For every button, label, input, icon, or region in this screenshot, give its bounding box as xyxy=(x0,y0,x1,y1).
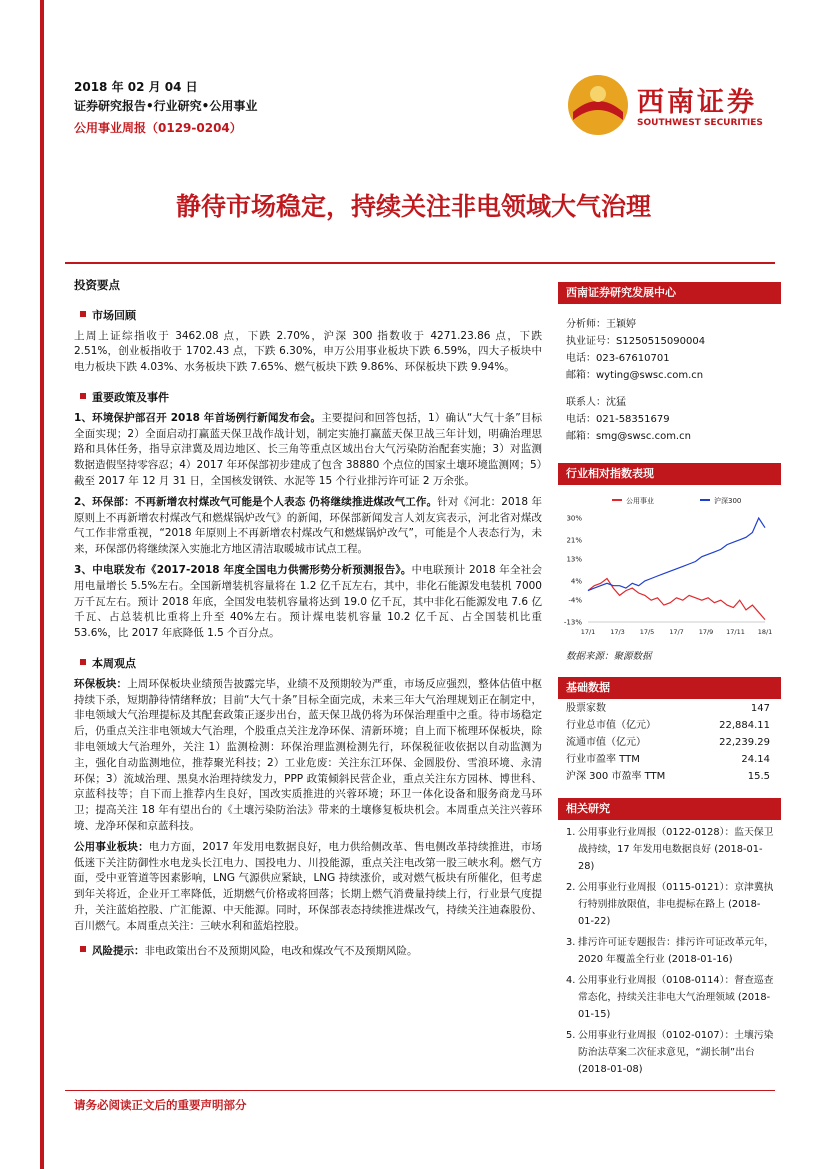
report-type: 证券研究报告•行业研究•公用事业 xyxy=(74,99,258,113)
report-date: 2018 年 02 月 04 日 xyxy=(74,80,198,94)
x-tick-label: 17/11 xyxy=(726,628,745,636)
risk-note: 风险提示：非电政策出台不及预期风险，电改和煤改气不及预期风险。 xyxy=(74,944,542,960)
basic-row: 沪深 300 市盈率 TTM 15.5 xyxy=(566,771,770,782)
x-tick-label: 17/5 xyxy=(639,628,655,636)
policy-item: 1、环境保护部召开 2018 年首场例行新闻发布会。主要提问和回答包括，1）确认“大气十条”目标全面实现；2）全面启动打赢蓝天保卫战作战计划，制定实施打赢蓝天保卫战三年计划，明确治理思路和具体任务，指导京津冀及周边地区、长三角等重点区域出台大气污染防治配套实施；3）对监测数据造假坚持零容忍；4）2017 年环保部初步建成了包含 38880 个点位的国家土壤环境监测网；5）截至 2017 年 12 月 31 日，全国核发钢铁、水泥等 15 个行业排污许可证 2 万余张。 xyxy=(74,411,543,487)
related-item[interactable]: 3. 排污许可证专题报告：排污许可证改革元年，2020 年覆盖全行业 (2018-01-16) xyxy=(566,937,774,965)
index-chart-header: 行业相对指数表现 xyxy=(558,463,781,485)
env-view: 环保板块：上周环保板块业绩预告披露完毕，业绩不及预期较为严重，市场反应强烈，整体估值中枢持续下杀，短期静待情绪释放；目前“大气十条”目标全面完成，未来三年大气治理规划正在制定中，非电领域大气治理提标及其配套政策正逐步出台，蓝天保卫战仍将为环保治理重中之重。待市场稳定后，仍重点关注非电领域大气治理，个股重点关注龙净环保、清新环境；自上而下梳理环保板块，除非电领域大气治理外，关注 1）监测检测：环保治理监测检测先行，环保税征收依据以自动监测为主，强化自动监测地位，推荐聚光科技；2）工业危废：关注东江环保、金圆股份、雪浪环境、永清环保；3）流域治理、黑臭水治理持续发力，PPP 政策倾斜民营企业，重点关注东方园林、博世科、京蓝科技等；自下而上推荐内生良好，国改实质推进的兴蓉环境；环卫一体化设备和服务商龙马环卫；提高关注 18 年有望出台的《土壤污染防治法》带来的土壤修复板块机会。本周重点关注兴蓉环境、龙净环保和京蓝科技。 xyxy=(74,677,543,832)
policy-heading: 重要政策及事件 xyxy=(80,390,542,406)
related-item[interactable]: 1. 公用事业行业周报（0122-0128）：监天保卫战持续，17 年发用电数据良好 (2018-01-28) xyxy=(566,827,774,872)
title-divider xyxy=(65,262,775,264)
investment-heading: 投资要点 xyxy=(74,278,120,292)
x-tick-label: 17/9 xyxy=(698,628,714,636)
analyst-name: 分析师：王颖婷 xyxy=(566,319,636,330)
policy-item: 3、中电联发布《2017-2018 年度全国电力供需形势分析预测报告》。中电联预计 2018 年全社会用电量增长 5.5%左右。全国新增装机容量将在 1.2 亿千瓦左右，其中，非化石能源发电装机 7000 万千瓦左右。预计 2018 年底，全国发电装机容量将达到 19.0 亿千瓦，其中非化石能源发电 7.6 亿千瓦、占总装机比重将上升至 40%左右。预计煤电装机容量 10.2 亿千瓦、占全国装机比重 53.6%，比 2017 年底降低 1.5 个百分点。 xyxy=(74,563,542,640)
bullet-square-icon xyxy=(80,311,86,317)
basic-row: 行业市盈率 TTM 24.14 xyxy=(566,754,770,765)
basic-data-table xyxy=(566,700,770,785)
market-review-text: 上周上证综指收于 3462.08 点，下跌 2.70%，沪深 300 指数收于 4271.23.86 点，下跌 2.51%，创业板指收于 1702.43 点，下跌 6.30%，申万公用事业板块下跌 6.59%，四大子板块中电力板块下跌 4.03%、水务板块下跌 7.65%、燃气板块下跌 9.86%、环保板块下跌 9.94%。 xyxy=(74,329,542,374)
logo-en-text: SOUTHWEST SECURITIES xyxy=(637,118,763,128)
relative-index-chart xyxy=(560,490,773,640)
data-source: 数据来源：聚源数据 xyxy=(566,651,652,662)
view-heading: 本周观点 xyxy=(80,656,542,672)
related-research-header: 相关研究 xyxy=(558,798,781,820)
analyst-contacts xyxy=(566,316,705,445)
market-review-heading: 市场回顾 xyxy=(80,308,542,324)
footer-divider xyxy=(65,1090,775,1091)
y-tick-label: 4% xyxy=(570,577,582,586)
analyst-phone: 电话：023-67610701 xyxy=(566,353,670,364)
basic-row: 股票家数 147 xyxy=(566,703,770,714)
basic-row: 行业总市值（亿元） 22,884.11 xyxy=(566,720,770,731)
y-tick-label: -4% xyxy=(568,596,582,605)
left-red-bar xyxy=(40,0,44,1169)
legend-label-utility: 公用事业 xyxy=(626,497,654,505)
bullet-square-icon xyxy=(80,946,86,952)
license-number: 执业证号：S1250515090004 xyxy=(566,336,706,347)
bullet-square-icon xyxy=(80,659,86,665)
x-tick-label: 17/1 xyxy=(580,628,596,636)
related-item[interactable]: 2. 公用事业行业周报（0115-0121）：京津冀执行特别排放限值，非电提标在路上 (2018-01-22) xyxy=(566,882,774,927)
related-item[interactable]: 4. 公用事业行业周报（0108-0114）：督查巡查常态化，持续关注非电大气治理领域 (2018-01-15) xyxy=(566,975,774,1020)
company-logo xyxy=(565,70,775,140)
analyst-email[interactable]: 邮箱：wyting@swsc.com.cn xyxy=(566,370,704,381)
footer-disclaimer: 请务必阅读正文后的重要声明部分 xyxy=(74,1098,247,1112)
legend-label-hs300: 沪深300 xyxy=(714,497,742,505)
bullet-square-icon xyxy=(80,393,86,399)
research-center-header: 西南证券研究发展中心 xyxy=(558,282,781,304)
logo-cn-text: 西南证券 xyxy=(637,87,757,118)
y-tick-label: -13% xyxy=(563,618,582,627)
x-tick-label: 17/3 xyxy=(610,628,625,636)
policy-item: 2、环保部：不再新增农村煤改气可能是个人表态 仍将继续推进煤改气工作。针对《河北：2018 年原则上不再新增农村煤改气和燃煤锅炉改气》的新闻，环保部新闻发言人刘友宾表示，河北省对煤改气工作非常重视，“2018 年原则上不再新增农村煤改气和燃煤锅炉改气”，可能是个人表态行为，未来，环保部仍将继续深入实施北方地区清洁取暖城市试点工程。 xyxy=(74,495,543,556)
basic-data-header: 基础数据 xyxy=(558,677,781,699)
y-tick-label: 13% xyxy=(566,555,582,564)
util-view: 公用事业板块：电力方面，2017 年发用电数据良好，电力供给侧改革、售电侧改革持续推进，市场低迷下关注防御性水电龙头长江电力、国投电力、川投能源，重点关注电改第一股三峡水利。燃气方面，受中亚管道等因素影响，LNG 气源供应紧缺，LNG 持续涨价，或对燃气板块有所催化，但考虑到年关将近，企业开工率降低，近期燃气价格或将回落；长期上燃气消费量持续上行，行业景气度提升，关注蓝焰控股、广汇能源、中天能源。同时，环保部表态持续推进煤改气，持续关注迪森股份、百川燃气。本周重点关注：三峡水利和蓝焰控股。 xyxy=(74,840,543,932)
contact-phone: 电话：021-58351679 xyxy=(566,414,670,425)
report-title: 静待市场稳定，持续关注非电领域大气治理 xyxy=(175,192,651,221)
contact-email[interactable]: 邮箱：smg@swsc.com.cn xyxy=(566,431,691,442)
basic-row: 流通市值（亿元） 22,239.29 xyxy=(566,737,770,748)
weekly-label: 公用事业周报（0129-0204） xyxy=(74,121,242,135)
x-tick-label: 17/7 xyxy=(669,628,684,636)
x-tick-label: 18/1 xyxy=(757,628,773,636)
y-tick-label: 21% xyxy=(566,536,582,545)
related-item[interactable]: 5. 公用事业行业周报（0102-0107）：土壤污染防治法草案二次征求意见，“湖长制”出台 (2018-01-08) xyxy=(566,1030,774,1075)
series-line-utility xyxy=(588,579,765,620)
left-column xyxy=(74,278,542,965)
y-tick-label: 30% xyxy=(566,514,582,523)
series-line-hs300 xyxy=(588,518,765,591)
contact-name: 联系人：沈猛 xyxy=(566,397,626,408)
logo-emblem-icon xyxy=(565,72,631,138)
related-research-list xyxy=(566,824,774,1082)
